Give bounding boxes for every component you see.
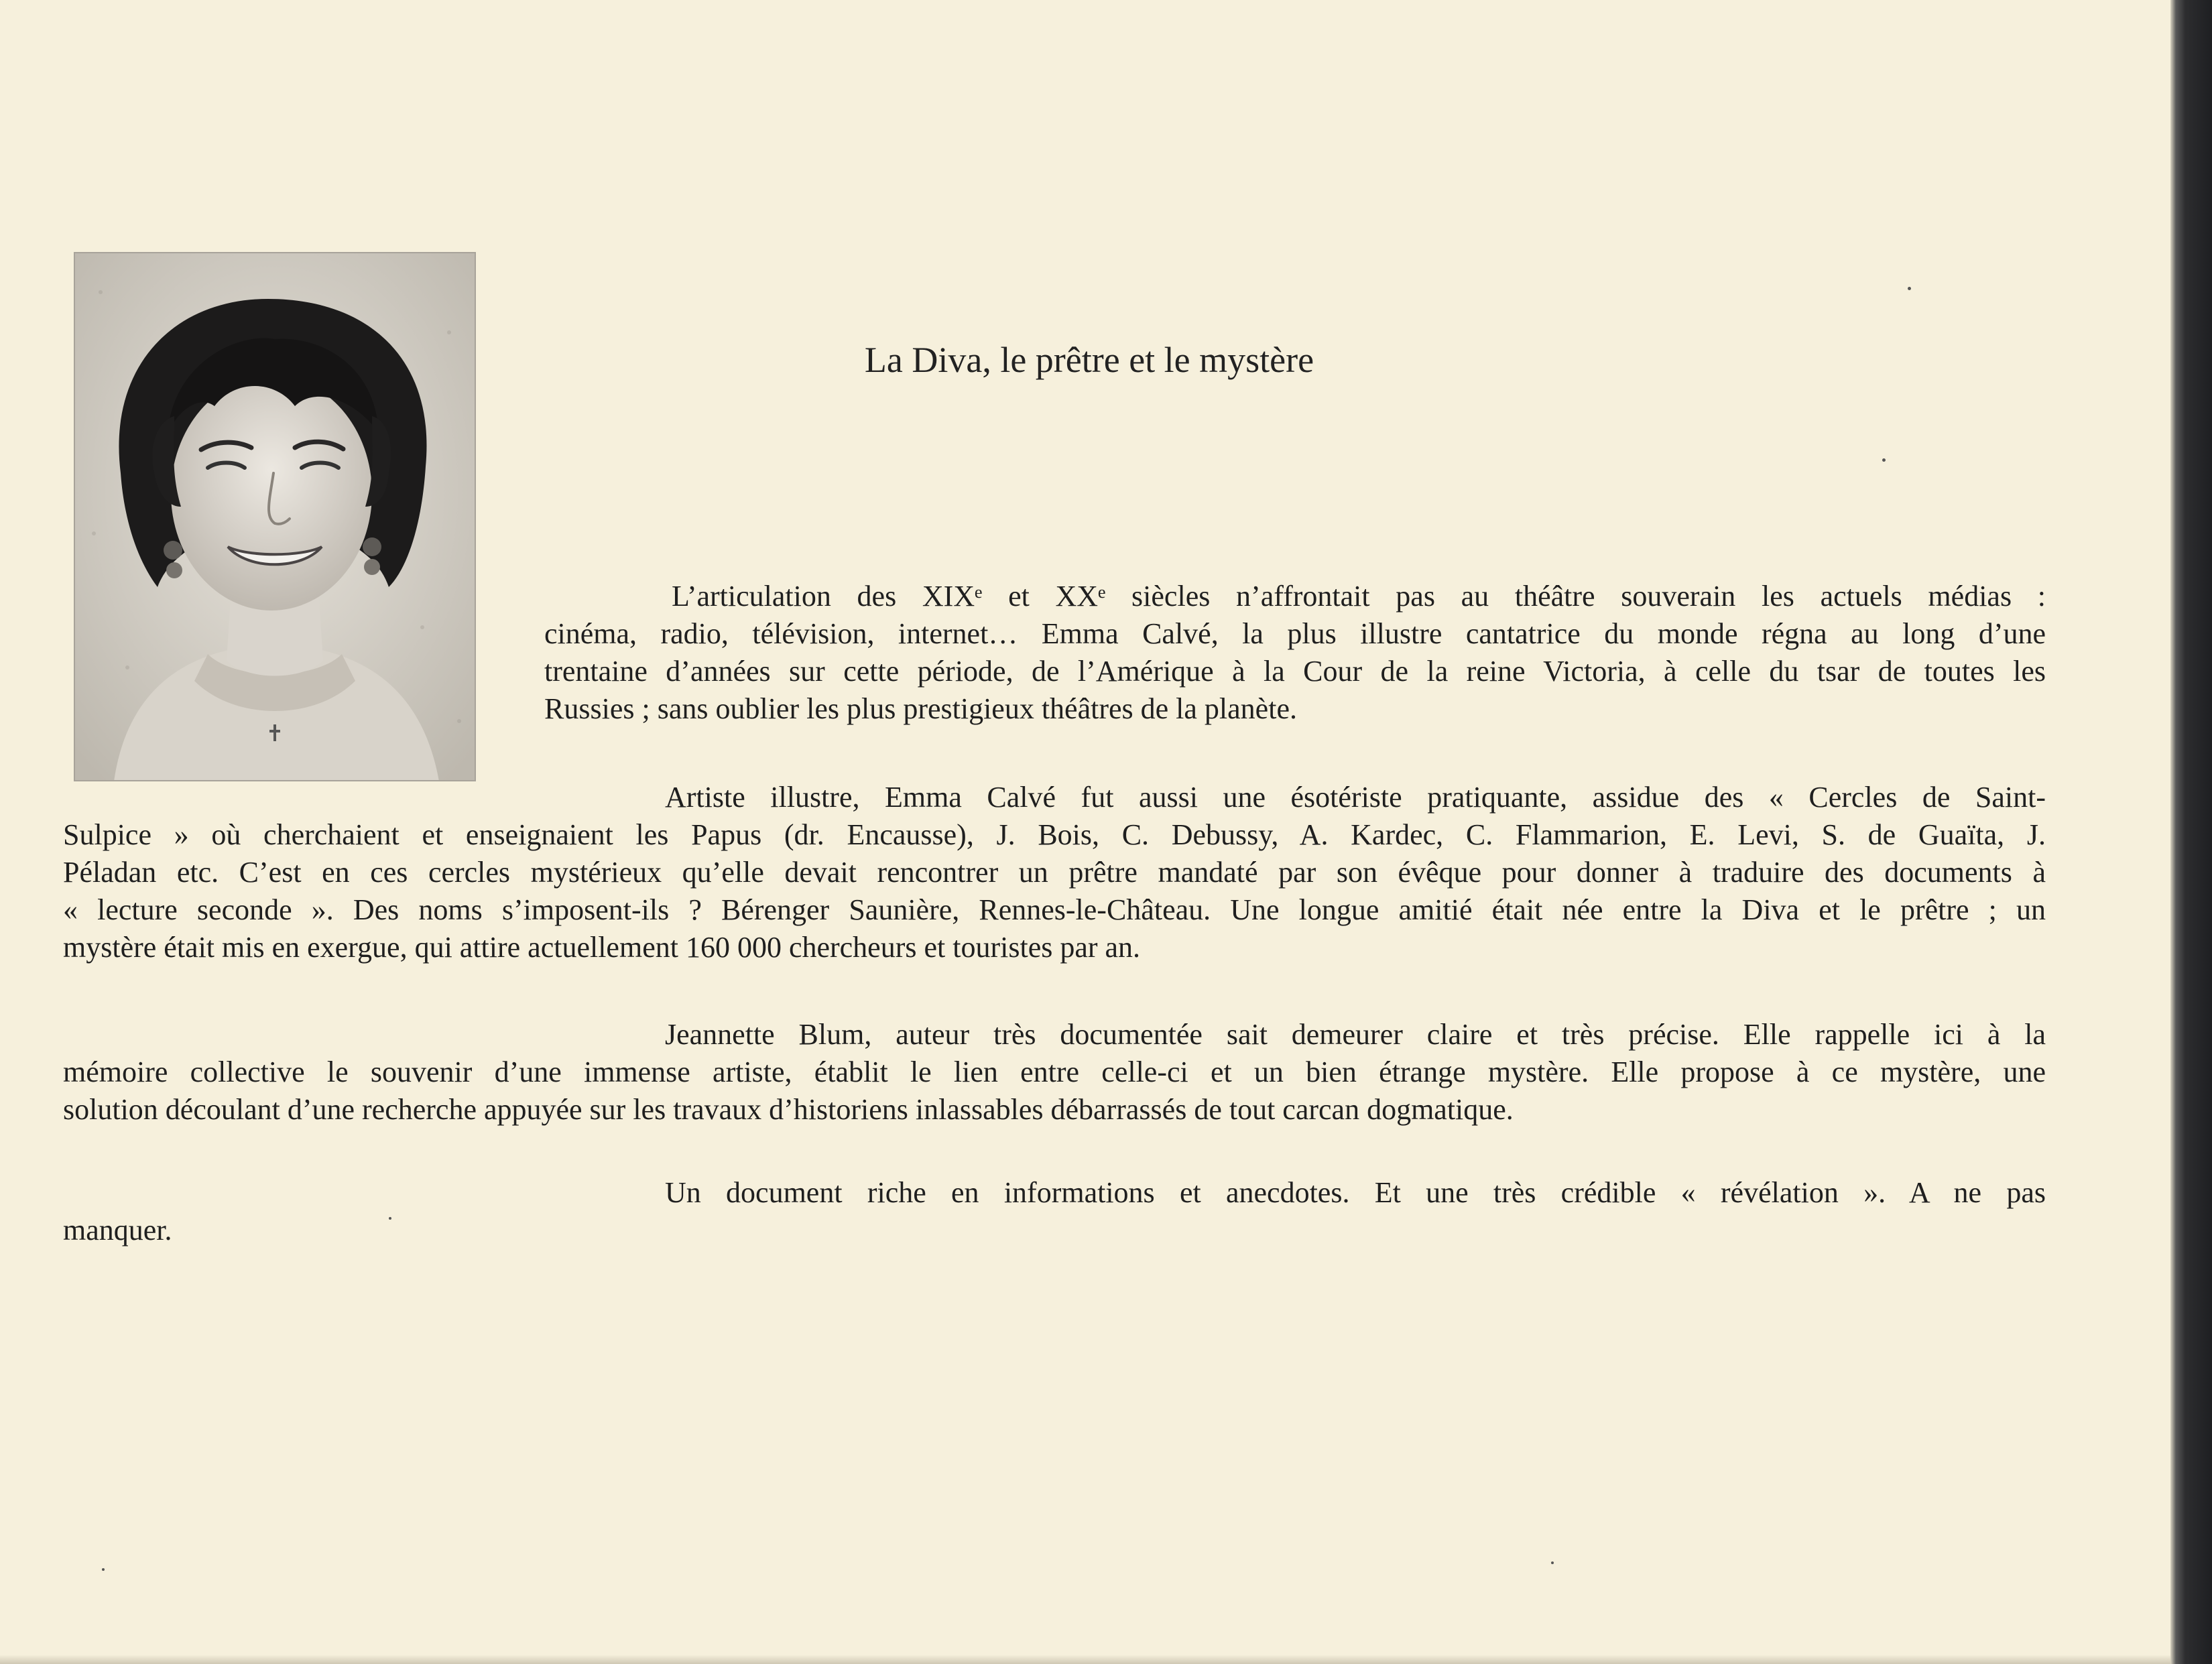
text-line: mystère était mis en exergue, qui attire actuellement 160 000 chercheurs et touristes par an. [63, 931, 1141, 964]
paragraph-3 [63, 1016, 2046, 1129]
text-line: « lecture seconde ». Des noms s’imposent-ils ? Bérenger Saunière, Rennes-le-Château. Une longue amitié était née entre la Diva et le prêtre ; un [63, 893, 2046, 926]
scanner-edge [2170, 0, 2212, 1664]
text-line: L’articulation des XIXᵉ et XXᵉ siècles n’affrontait pas au théâtre souverain les actuels médias : [672, 580, 2046, 613]
text-line: Sulpice » où cherchaient et enseignaient les Papus (dr. Encausse), J. Bois, C. Debussy, A. Kardec, C. Flammarion, E. Levi, S. de Guaïta, J. [63, 818, 2046, 851]
portrait-photo [74, 252, 476, 781]
paragraph-2 [63, 779, 2046, 966]
paper-speck [1551, 1561, 1554, 1564]
text-line: Un document riche en informations et anecdotes. Et une très crédible « révélation ». A ne pas [665, 1176, 2046, 1209]
paragraph-1 [544, 578, 2046, 728]
paper-speck [389, 1217, 391, 1220]
paragraph-4 [63, 1174, 2046, 1249]
paper-speck [102, 1568, 105, 1571]
text-line: Péladan etc. C’est en ces cercles mystérieux qu’elle devait rencontrer un prêtre mandaté par son évêque pour donner à traduire des documents à [63, 856, 2046, 889]
text-line: Russies ; sans oublier les plus prestigieux théâtres de la planète. [544, 692, 1297, 725]
text-line: Artiste illustre, Emma Calvé fut aussi une ésotériste pratiquante, assidue des « Cercles de Saint- [665, 781, 2046, 814]
text-line: mémoire collective le souvenir d’une immense artiste, établit le lien entre celle-ci et un bien étrange mystère. Elle propose à ce mystère, une [63, 1055, 2046, 1088]
paper-speck [1882, 458, 1886, 462]
text-line: solution découlant d’une recherche appuyée sur les travaux d’historiens inlassables débarrassés de tout carcan dogmatique. [63, 1093, 1514, 1126]
page-bottom-shadow [0, 1655, 2170, 1664]
text-line: cinéma, radio, télévision, internet… Emma Calvé, la plus illustre cantatrice du monde régna au long d’une [544, 617, 2046, 650]
text-line: trentaine d’années sur cette période, de l’Amérique à la Cour de la reine Victoria, à celle du tsar de toutes les [544, 655, 2046, 688]
text-line: Jeannette Blum, auteur très documentée sait demeurer claire et très précise. Elle rappelle ici à la [665, 1018, 2046, 1051]
text-line: manquer. [63, 1214, 172, 1246]
page-title: La Diva, le prêtre et le mystère [864, 340, 1314, 380]
paper-speck [1908, 287, 1911, 290]
